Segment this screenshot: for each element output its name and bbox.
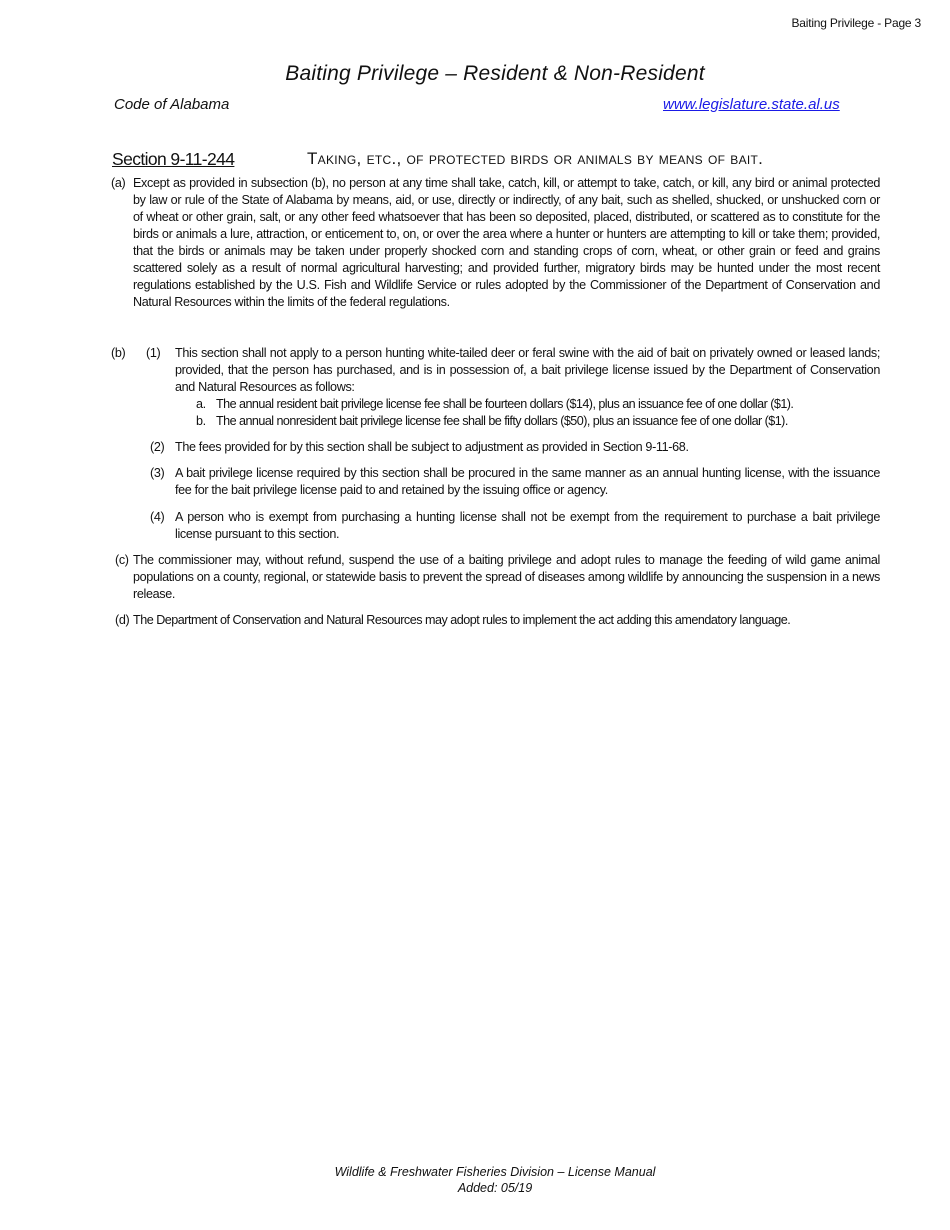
para-b3-label: (3) xyxy=(150,466,165,480)
para-b1a-text: The annual resident bait privilege license fee shall be fourteen dollars ($14), plus an issuance fee of one dollar ($1). xyxy=(216,397,794,411)
section-number: Section 9-11-244 xyxy=(112,149,235,169)
para-b1a-label: a. xyxy=(196,397,206,411)
para-b1-label: (1) xyxy=(146,346,161,360)
para-b4-text: A person who is exempt from purchasing a hunting license shall not be exempt from the requirement to purchase a bait privilege license pursuant to this section. xyxy=(175,510,880,541)
para-b1b-text: The annual nonresident bait privilege license fee shall be fifty dollars ($50), plus an issuance fee of one dollar ($1). xyxy=(216,414,788,428)
para-d-label: (d) xyxy=(115,613,130,627)
para-b-label: (b) xyxy=(111,346,126,360)
footer-added-date: Added: 05/19 xyxy=(457,1181,533,1195)
footer-division: Wildlife & Freshwater Fisheries Division – License Manual xyxy=(334,1165,656,1179)
para-c-text: The commissioner may, without refund, suspend the use of a baiting privilege and adopt rules to manage the feeding of wild game animal populations on a county, regional, or statewide basis to prevent the spread of diseases among wildlife by announcing the suspension in a news release. xyxy=(133,553,880,601)
para-b3-text: A bait privilege license required by this section shall be procured in the same manner as an annual hunting license, with the issuance fee for the bait privilege license paid to and retained by the issuing office or agency. xyxy=(175,466,880,497)
para-b2-text: The fees provided for by this section shall be subject to adjustment as provided in Section 9-11-68. xyxy=(175,440,689,454)
source-code-label: Code of Alabama xyxy=(114,96,230,113)
legislature-link[interactable]: www.legislature.state.al.us xyxy=(663,96,840,113)
para-b4-label: (4) xyxy=(150,510,165,524)
para-a-label: (a) xyxy=(111,176,126,190)
section-heading: Taking, etc., of protected birds or animals by means of bait. xyxy=(307,149,764,168)
document-title: Baiting Privilege – Resident & Non-Resident xyxy=(285,62,705,85)
para-b1b-label: b. xyxy=(196,414,206,428)
para-b2-label: (2) xyxy=(150,440,165,454)
para-b1-text: This section shall not apply to a person hunting white-tailed deer or feral swine with the aid of bait on privately owned or leased lands; provided, that the person has purchased, and is in possession of, a bait privilege license issued by the Department of Conservation and Natural Resources as follows: xyxy=(175,346,880,394)
para-d-text: The Department of Conservation and Natural Resources may adopt rules to implement the act adding this amendatory language. xyxy=(133,613,791,627)
para-a-text: Except as provided in subsection (b), no person at any time shall take, catch, kill, or attempt to take, catch, or kill, any bird or animal protected by law or rule of the State of Alabama by means, aid, or use, directly or indirectly, of any bait, such as shelled, shucked, or unshucked corn or of wheat or other grain, salt, or any other feed whatsoever that has been so deposited, placed, distributed, or scattered as to constitute for the birds or animals a lure, attraction, or enticement to, on, or over the area where a hunter or hunters are attempting to kill or take them; provided, that the birds or animals may be taken under properly shocked corn and standing crops of corn, wheat, or other grain or feed and grains scattered solely as a result of normal agricultural harvesting; and provided further, migratory birds may be hunted under the most recent regulations established by the U.S. Fish and Wildlife Service or rules adopted by the Commissioner of the Department of Conservation and Natural Resources within the limits of the federal regulations. xyxy=(133,176,880,309)
para-c-label: (c) xyxy=(115,553,129,567)
page-header: Baiting Privilege - Page 3 xyxy=(791,16,921,30)
